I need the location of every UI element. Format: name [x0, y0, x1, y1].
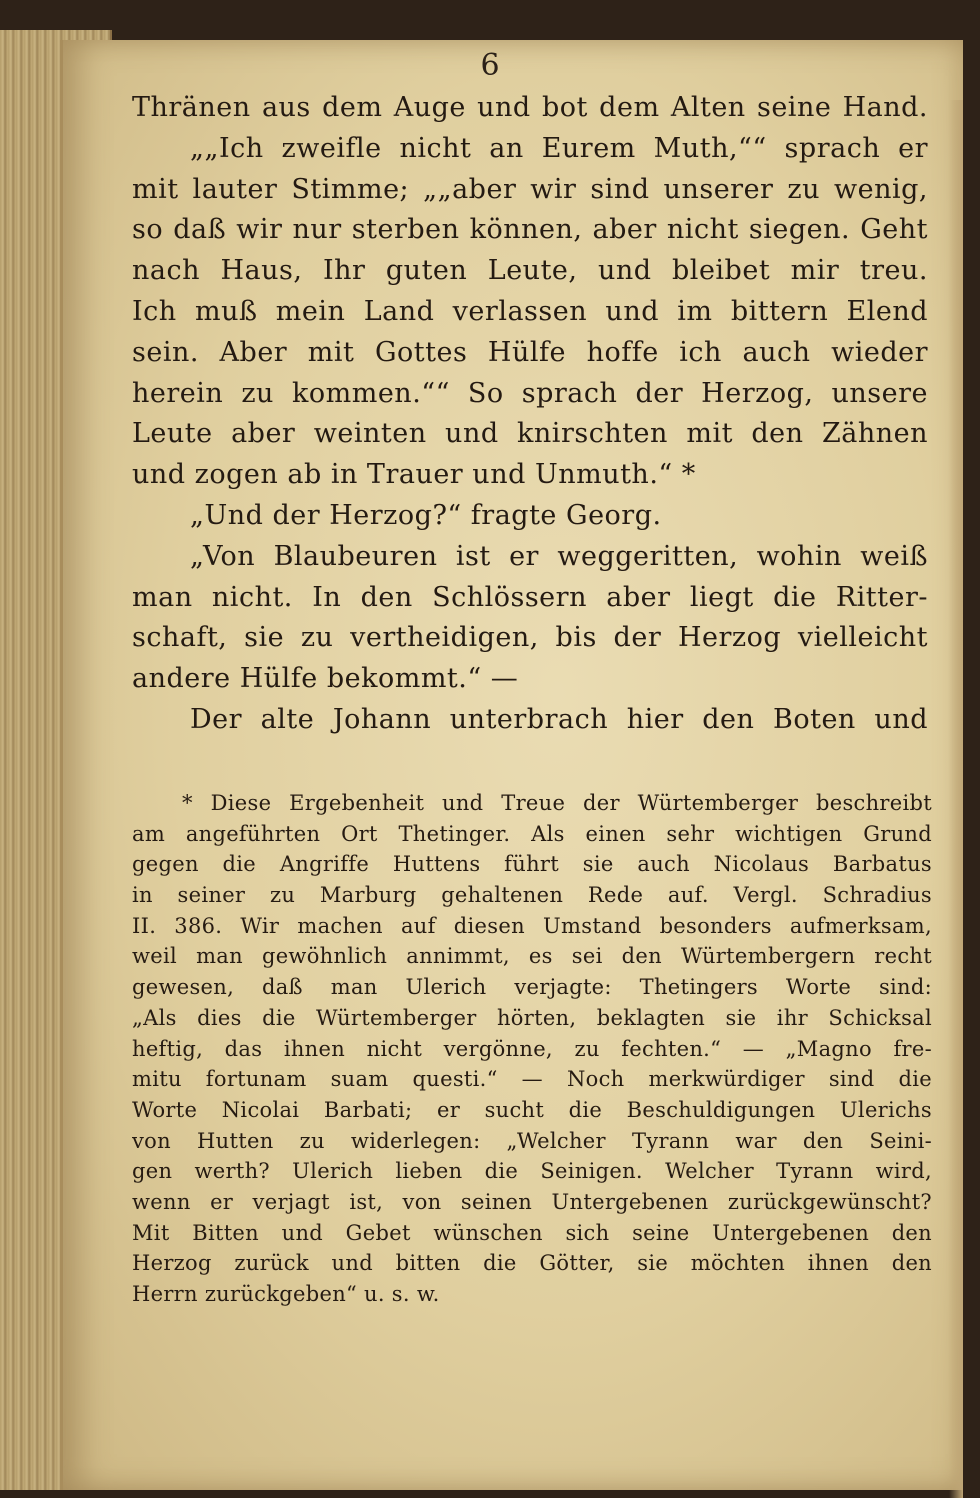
- footnote-line: gegen die Angriffe Huttens führt sie auch Nicolaus Barbatus: [132, 852, 932, 877]
- text-line: Thränen aus dem Auge und bot dem Alten seine Hand.: [132, 92, 928, 123]
- footnote-line: II. 386. Wir machen auf diesen Umstand besonders aufmerksam,: [132, 913, 932, 938]
- footnote-line: mitu fortunam suam questi.“ — Noch merkwürdiger sind die: [132, 1067, 932, 1092]
- footnote-line: gewesen, daß man Ulerich verjagte: Thetingers Worte sind:: [132, 975, 932, 1000]
- footnote: [132, 788, 932, 1310]
- text-line: Der alte Johann unterbrach hier den Boten und: [190, 703, 928, 735]
- text-line: nach Haus, Ihr guten Leute, und bleibet mir treu.: [132, 255, 928, 287]
- footnote-line: „Als dies die Würtemberger hörten, beklagten sie ihr Schicksal: [132, 1005, 932, 1030]
- text-line: man nicht. In den Schlössern aber liegt die Ritter-: [132, 581, 928, 613]
- footnote-line: Herzog zurück und bitten die Götter, sie möchten ihnen den: [132, 1251, 932, 1276]
- footnote-line: von Hutten zu widerlegen: „Welcher Tyrann war den Seini-: [132, 1128, 932, 1153]
- text-line: mit lauter Stimme; „„aber wir sind unserer zu wenig,: [132, 173, 928, 205]
- text-line: herein zu kommen.““ So sprach der Herzog, unsere: [132, 377, 928, 409]
- footnote-line: heftig, das ihnen nicht vergönne, zu fechten.“ — „Magno fre-: [132, 1036, 932, 1061]
- footnote-line: in seiner zu Marburg gehaltenen Rede auf. Vergl. Schradius: [132, 883, 932, 908]
- text-line: „Und der Herzog?“ fragte Georg.: [190, 499, 662, 531]
- text-line: Ich muß mein Land verlassen und im bittern Elend: [132, 295, 928, 327]
- text-line: Leute aber weinten und knirschten mit den Zähnen: [132, 418, 928, 450]
- text-line: sein. Aber mit Gottes Hülfe hoffe ich auch wieder: [132, 336, 928, 368]
- text-line: schaft, sie zu vertheidigen, bis der Herzog vielleicht: [132, 622, 928, 654]
- text-line: „„Ich zweifle nicht an Eurem Muth,““ sprach er: [190, 132, 928, 164]
- footnote-line: Herrn zurückgeben“ u. s. w.: [132, 1282, 440, 1306]
- text-line: so daß wir nur sterben können, aber nicht siegen. Geht: [132, 214, 928, 246]
- footnote-line: wenn er verjagt ist, von seinen Untergebenen zurückgewünscht?: [132, 1189, 932, 1214]
- footnote-line: Worte Nicolai Barbati; er sucht die Beschuldigungen Ulerichs: [132, 1097, 932, 1122]
- footnote-line: gen werth? Ulerich lieben die Seinigen. Welcher Tyrann wird,: [132, 1159, 932, 1184]
- main-text: [132, 88, 928, 741]
- footnote-line: * Diese Ergebenheit und Treue der Würtemberger beschreibt: [182, 791, 932, 815]
- page-edge-shadow: [949, 100, 963, 1498]
- footnote-line: am angeführten Ort Thetinger. Als einen sehr wichtigen Grund: [132, 821, 932, 846]
- text-line: und zogen ab in Trauer und Unmuth.“ *: [132, 459, 696, 491]
- footnote-line: Mit Bitten und Gebet wünschen sich seine Untergebenen den: [132, 1220, 932, 1245]
- footnote-line: weil man gewöhnlich annimmt, es sei den Würtembergern recht: [132, 944, 932, 969]
- text-line: andere Hülfe bekommt.“ —: [132, 663, 519, 695]
- text-line: „Von Blaubeuren ist er weggeritten, wohin weiß: [190, 540, 928, 572]
- page-number: 6: [480, 48, 500, 83]
